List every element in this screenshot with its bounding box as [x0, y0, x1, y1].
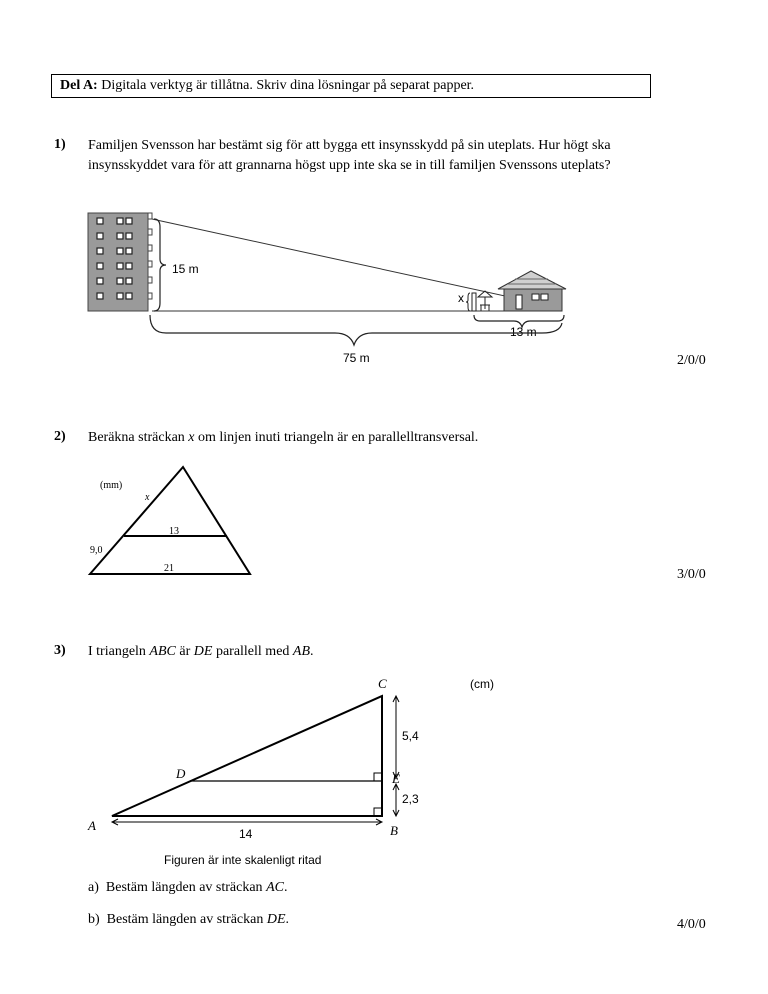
question-3-number: 3)	[54, 643, 66, 658]
point-D: D	[176, 766, 186, 781]
label-75m: 75 m	[343, 351, 370, 365]
unit-mm: (mm)	[100, 480, 123, 491]
point-E: E	[392, 771, 400, 786]
question-2-number: 2)	[54, 429, 66, 444]
question-1-number: 1)	[54, 137, 66, 152]
label-ce: 5,4	[402, 729, 419, 743]
question-1-points: 2/0/0	[677, 353, 706, 368]
sight-line-top	[152, 219, 560, 308]
label-base-21: 21	[164, 563, 174, 574]
question-2-figure	[86, 460, 266, 582]
label-x: x	[145, 492, 150, 503]
question-2-points: 3/0/0	[677, 567, 706, 582]
question-3-text: I triangeln ABC är DE parallell med AB.	[88, 644, 314, 659]
instructions-box	[51, 74, 651, 98]
instructions-text: Digitala verktyg är tillåtna. Skriv dina lösningar på separat papper.	[101, 78, 475, 93]
section-label: Del A:	[60, 78, 98, 93]
house-icon	[498, 271, 566, 311]
vertex-C: C	[378, 676, 387, 691]
question-1-figure	[80, 205, 580, 370]
patio-furniture-icon	[478, 291, 492, 311]
unit-cm: (cm)	[470, 677, 494, 691]
question-3b: b) Bestäm längden av sträckan DE.	[88, 912, 290, 927]
vertex-A: A	[88, 818, 96, 833]
label-13m: 13 m	[510, 325, 537, 339]
label-ab: 14	[239, 827, 253, 841]
label-height-15m: 15 m	[172, 262, 199, 276]
question-3-figure	[84, 672, 524, 872]
label-mid-13: 13	[169, 526, 179, 537]
label-eb: 2,3	[402, 792, 419, 806]
scale-note: Figuren är inte skalenligt ritad	[164, 853, 322, 867]
apartment-building	[88, 213, 152, 311]
vertex-B: B	[390, 823, 398, 838]
question-3a: a) Bestäm längden av sträckan AC.	[88, 880, 288, 895]
question-3-points: 4/0/0	[677, 917, 706, 932]
question-2-text: Beräkna sträckan x om linjen inuti triangeln är en parallelltransversal.	[88, 430, 479, 445]
question-1-text: Familjen Svensson har bestämt sig för att bygga ett insynsskydd på sin uteplats. Hur högt ska insynsskyddet vara för att grannarna högst upp inte ska se in till familjen Svenssons uteplats?	[88, 138, 611, 173]
label-side-9: 9,0	[90, 545, 103, 556]
label-x: x	[458, 291, 464, 305]
